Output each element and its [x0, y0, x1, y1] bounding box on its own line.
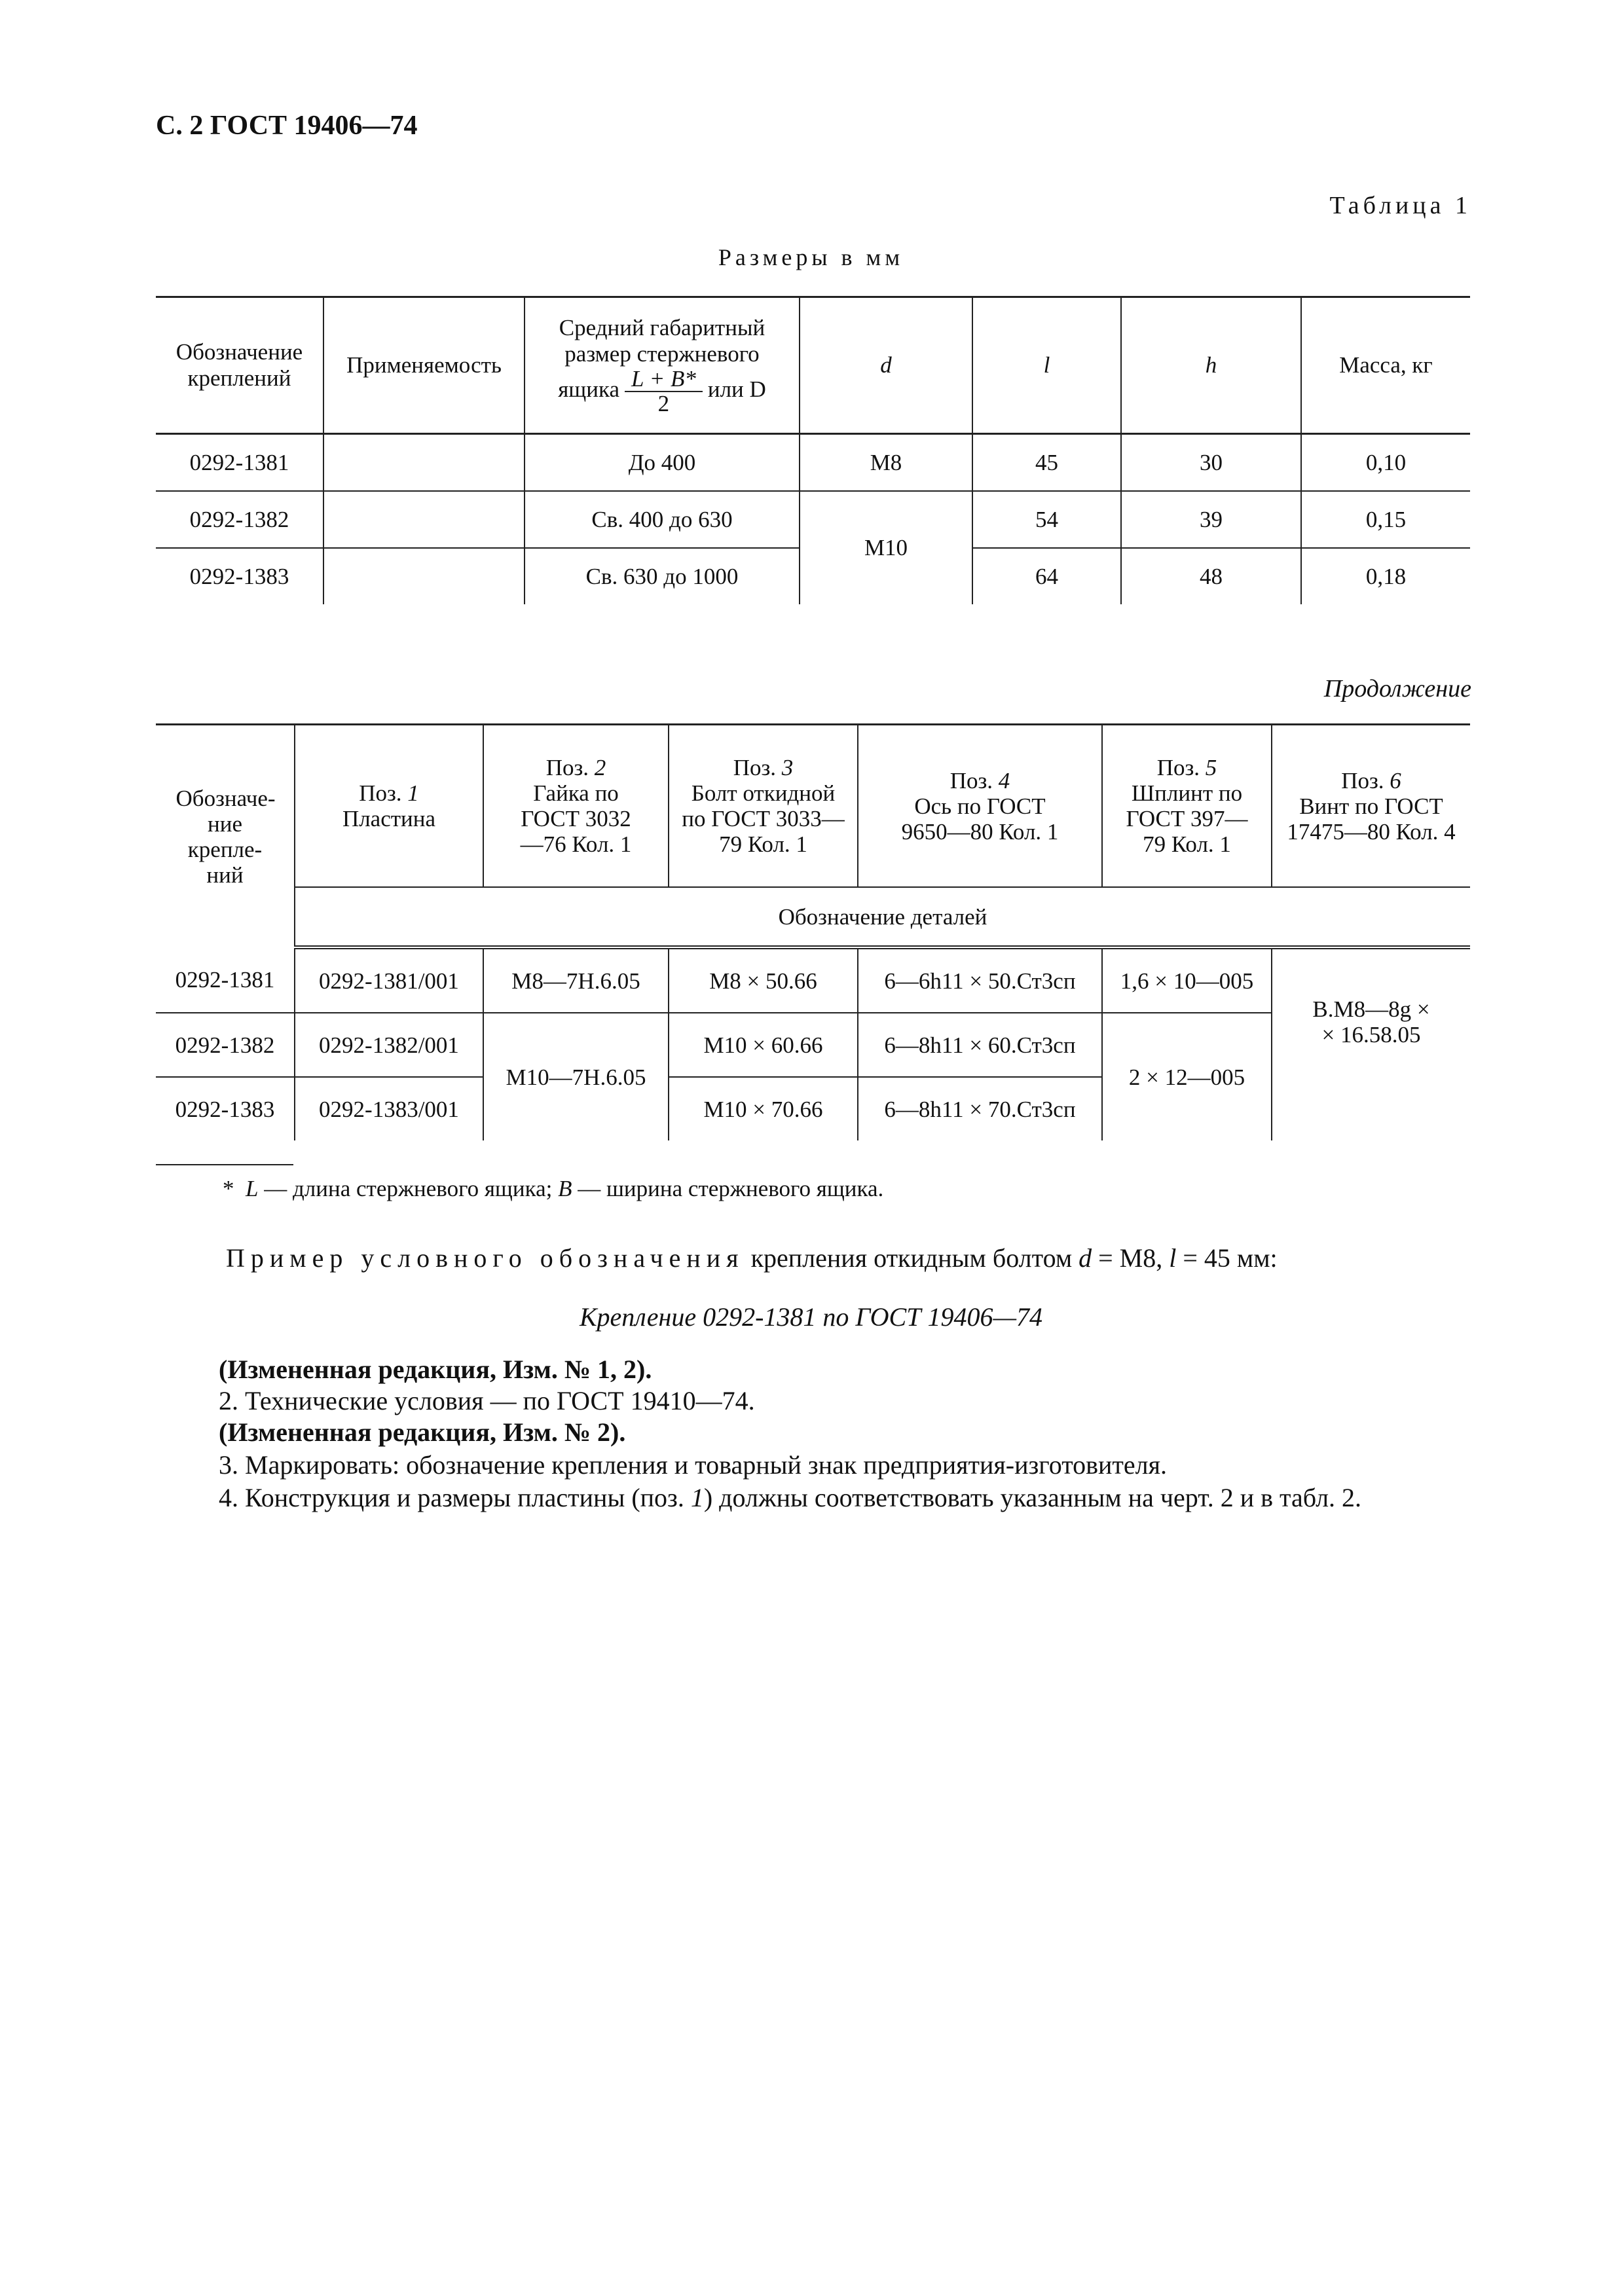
sizes-label: Размеры в мм — [718, 244, 904, 270]
table-header-row — [156, 297, 1470, 434]
header-pos4: Поз. 4 Ось по ГОСТ 9650—80 Кол. 1 — [858, 725, 1102, 888]
cell-applicability — [323, 491, 525, 548]
cell-bolt: М10 × 70.66 — [669, 1077, 858, 1140]
amendment-note: (Измененная редакция, Изм. № 2). — [219, 1417, 626, 1447]
table-row — [156, 947, 1470, 1013]
header-pos5: Поз. 5 Шплинт по ГОСТ 397—79 Кол. 1 — [1102, 725, 1272, 888]
cell-l: 54 — [972, 491, 1121, 548]
details-table — [156, 723, 1470, 1140]
cell-designation: 0292-1381 — [189, 449, 289, 475]
cell-designation: 0292-1382 — [156, 1013, 295, 1077]
continuation-label: Продолжение — [1323, 675, 1471, 702]
paragraph-4: 4. Конструкция и размеры пластины (поз. 1) должны соответствовать указанным на черт. 2 и в табл. 2. — [219, 1483, 1362, 1512]
cell-applicability — [323, 548, 525, 604]
header-pos3: Поз. 3 Болт откидной по ГОСТ 3033—79 Кол. 1 — [669, 725, 858, 888]
cell-pin: 1,6 × 10—005 — [1102, 947, 1272, 1013]
cell-designation: 0292-1383 — [156, 548, 323, 604]
cell-designation: 0292-1383 — [156, 1077, 295, 1140]
cell-mass: 0,10 — [1301, 434, 1470, 492]
header-mass: Масса, кг — [1301, 297, 1470, 434]
table-subheader-row — [156, 887, 1470, 947]
cell-l: 45 — [972, 434, 1121, 492]
cell-nut: М8—7Н.6.05 — [483, 947, 669, 1013]
table-row — [156, 434, 1470, 492]
cell-plate: 0292-1381/001 — [295, 947, 483, 1013]
amendment-note: (Измененная редакция, Изм. № 1, 2). — [219, 1355, 652, 1384]
header-pos6: Поз. 6 Винт по ГОСТ 17475—80 Кол. 4 — [1272, 725, 1470, 888]
footnote: * L — длина стержневого ящика; B — ширина стержневого ящика. — [223, 1176, 884, 1201]
header-h: h — [1121, 297, 1301, 434]
cell-h: 30 — [1121, 434, 1301, 492]
cell-designation: 0292-1381 — [175, 967, 275, 993]
cell-screw: В.М8—8g × × 16.58.05 — [1272, 947, 1470, 1140]
cell-pin: 2 × 12—005 — [1102, 1013, 1272, 1140]
cell-plate: 0292-1382/001 — [295, 1013, 483, 1077]
cell-d: М8 — [800, 434, 972, 492]
cell-d: М10 — [800, 491, 972, 604]
page-header: С. 2 ГОСТ 19406—74 — [156, 111, 418, 141]
cell-axis: 6—8h11 × 60.Ст3сп — [858, 1013, 1102, 1077]
paragraph-3: 3. Маркировать: обозначение крепления и товарный знак предприятия-изготовителя. — [219, 1450, 1168, 1480]
header-designation: Обозначение креплений — [156, 297, 323, 434]
paragraph-2: 2. Технические условия — по ГОСТ 19410—74. — [219, 1386, 755, 1415]
header-applicability: Применяемость — [323, 297, 525, 434]
table-label: Таблица 1 — [1329, 192, 1471, 219]
header-designation: Обозначе-ние крепле-ний — [156, 725, 295, 948]
cell-bolt: М10 × 60.66 — [669, 1013, 858, 1077]
cell-l: 64 — [972, 548, 1121, 604]
cell-bolt: М8 × 50.66 — [669, 947, 858, 1013]
cell-applicability — [323, 434, 525, 492]
header-d: d — [800, 297, 972, 434]
header-size: Средний габаритный размер стержневого ящика $\frac{L + B*}{2}$ или D — [525, 297, 800, 434]
dimensions-table — [156, 296, 1470, 604]
example-line: Пример условного обозначения крепления откидным болтом d = М8, l = 45 мм: — [226, 1243, 1278, 1273]
header-pos1: Поз. 1 Пластина — [295, 725, 483, 888]
cell-size: Св. 400 до 630 — [525, 491, 800, 548]
header-details: Обозначение деталей — [295, 887, 1470, 947]
designation-example: Крепление 0292-1381 по ГОСТ 19406—74 — [579, 1302, 1043, 1332]
table-header-row — [156, 725, 1470, 888]
cell-axis: 6—8h11 × 70.Ст3сп — [858, 1077, 1102, 1140]
cell-h: 39 — [1121, 491, 1301, 548]
cell-plate: 0292-1383/001 — [295, 1077, 483, 1140]
cell-size: Св. 630 до 1000 — [525, 548, 800, 604]
cell-axis: 6—6h11 × 50.Ст3сп — [858, 947, 1102, 1013]
cell-size: До 400 — [525, 434, 800, 492]
cell-designation: 0292-1382 — [156, 491, 323, 548]
header-l: l — [972, 297, 1121, 434]
cell-mass: 0,15 — [1301, 491, 1470, 548]
table-row — [156, 491, 1470, 548]
cell-h: 48 — [1121, 548, 1301, 604]
header-pos2: Поз. 2 Гайка по ГОСТ 3032—76 Кол. 1 — [483, 725, 669, 888]
cell-nut: М10—7Н.6.05 — [483, 1013, 669, 1140]
footnote-rule — [156, 1164, 293, 1165]
cell-mass: 0,18 — [1301, 548, 1470, 604]
